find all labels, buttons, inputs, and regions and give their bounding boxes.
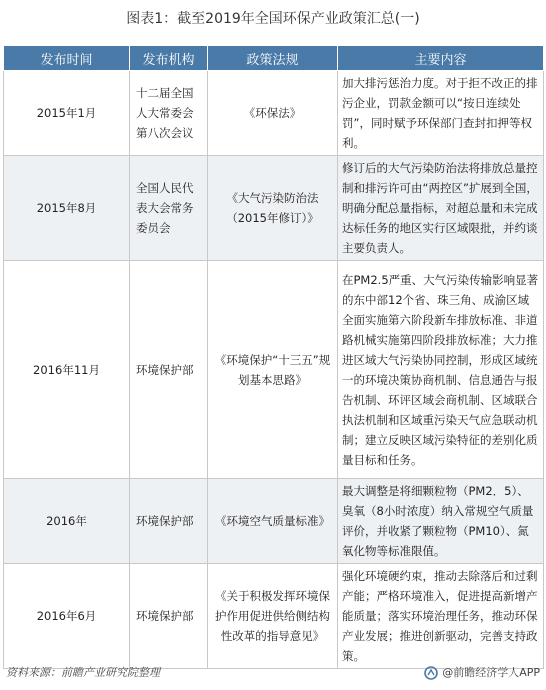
header-law: 政策法规 <box>208 46 338 71</box>
cell-law: 《大气污染防治法（2015年修订）》 <box>208 156 338 261</box>
cell-content: 强化环境硬约束，推动去除落后和过剩产能；严格环境准入，促进提高新增产能质量；落实环境治理任务，推动环保产业发展；推进创新驱动，完善支持政策。 <box>338 564 544 669</box>
cell-org: 环境保护部 <box>130 261 208 479</box>
cell-org: 十二届全国人大常委会第八次会议 <box>130 71 208 156</box>
chart-title: 图表1：截至2019年全国环保产业政策汇总(一) <box>126 11 420 27</box>
cell-date: 2016年11月 <box>4 261 130 479</box>
cell-law: 《环境空气质量标准》 <box>208 479 338 564</box>
source-note: 资料来源：前瞻产业研究院整理 <box>6 666 160 679</box>
cell-law: 《环保法》 <box>208 71 338 156</box>
qianzhan-logo-icon <box>424 666 438 680</box>
cell-law: 《环境保护“十三五”规划基本思路》 <box>208 261 338 479</box>
header-org: 发布机构 <box>130 46 208 71</box>
cell-content: 最大调整是将细颗粒物（PM2．5）、臭氧（8小时浓度）纳入常规空气质量评价，并收紧了颗粒物（PM10）、氮氧化物等标准限值。 <box>338 479 544 564</box>
table-row <box>4 261 544 479</box>
cell-law: 《关于积极发挥环境保护作用促进供给侧结构性改革的指导意见》 <box>208 564 338 669</box>
cell-date: 2016年6月 <box>4 564 130 669</box>
table-header-row <box>4 46 544 71</box>
brand-mark <box>424 663 540 683</box>
header-content: 主要内容 <box>338 46 544 71</box>
cell-date: 2015年8月 <box>4 156 130 261</box>
cell-content: 加大排污惩治力度。对于拒不改正的排污企业，罚款金额可以“按日连续处罚”，同时赋予环保部门查封扣押等权利。 <box>338 71 544 156</box>
brand-label: @前瞻经济学人APP <box>442 666 540 679</box>
cell-org: 全国人民代表大会常务委员会 <box>130 156 208 261</box>
cell-content: 在PM2.5严重、大气污染传输影响显著的东中部12个省、珠三角、成渝区域全面实施第六阶段新车排放标准、非道路机械实施第四阶段排放标准；大力推进区域大气污染协同控制，形成区域统一的环境决策协商机制、信息通告与报告机制、环评区域会商机制、区域联合执法机制和区域重污染天气应急联动机制；建立反映区域污染特征的差别化质量目标和任务。 <box>338 261 544 479</box>
cell-content: 修订后的大气污染防治法将排放总量控制和排污许可由“两控区”扩展到全国，明确分配总量指标，对超总量和未完成达标任务的地区实行区域限批，并约谈主要负责人。 <box>338 156 544 261</box>
table-row <box>4 564 544 669</box>
cell-date: 2015年1月 <box>4 71 130 156</box>
footer <box>6 663 540 683</box>
cell-date: 2016年 <box>4 479 130 564</box>
header-date: 发布时间 <box>4 46 130 71</box>
policy-table <box>3 45 544 669</box>
table-row <box>4 156 544 261</box>
cell-org: 环境保护部 <box>130 479 208 564</box>
table-row <box>4 479 544 564</box>
cell-org: 环境保护部 <box>130 564 208 669</box>
table-row <box>4 71 544 156</box>
